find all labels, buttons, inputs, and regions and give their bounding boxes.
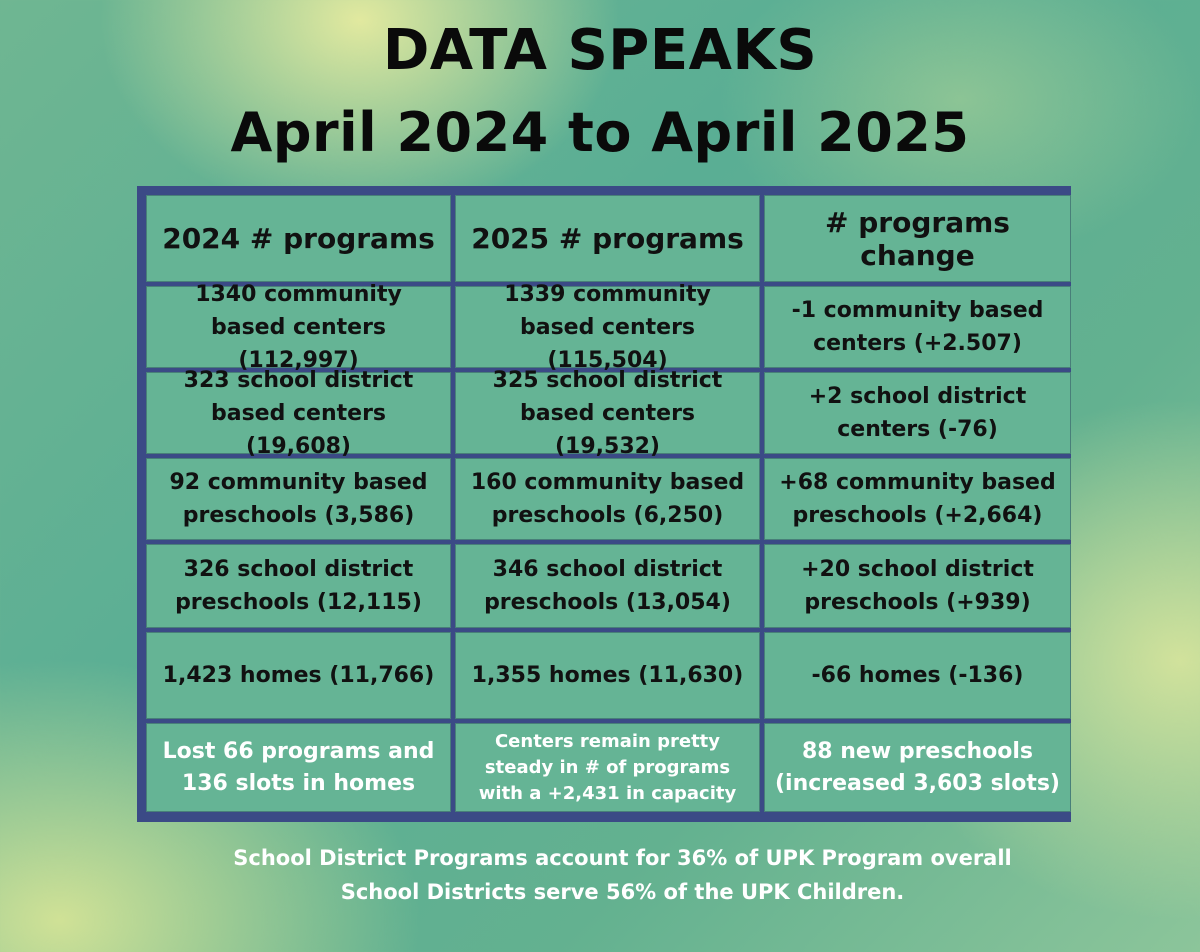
column-header-2025: 2025 # programs (455, 195, 760, 282)
column-header-change: # programs change (764, 195, 1071, 282)
summary-note-centers: Centers remain pretty steady in # of programs with a +2,431 in capacity (455, 723, 760, 812)
column-header-2024: 2024 # programs (146, 195, 451, 282)
table-cell: -66 homes (-136) (764, 632, 1071, 719)
table-cell: 160 community based preschools (6,250) (455, 458, 760, 540)
table-cell: 1340 community based centers (112,997) (146, 286, 451, 368)
table-cell: +2 school district centers (-76) (764, 372, 1071, 454)
table-cell: 346 school district preschools (13,054) (455, 544, 760, 628)
footer-line-1: School District Programs account for 36% of UPK Program overall (233, 846, 1012, 870)
table-cell: 1339 community based centers (115,504) (455, 286, 760, 368)
table-cell: 326 school district preschools (12,115) (146, 544, 451, 628)
table-cell: +20 school district preschools (+939) (764, 544, 1071, 628)
summary-note-preschools: 88 new preschools (increased 3,603 slots) (764, 723, 1071, 812)
summary-note-homes: Lost 66 programs and 136 slots in homes (146, 723, 451, 812)
footer-line-2: School Districts serve 56% of the UPK Children. (340, 880, 905, 904)
table-cell: 92 community based preschools (3,586) (146, 458, 451, 540)
table-cell: 1,355 homes (11,630) (455, 632, 760, 719)
table-cell: 1,423 homes (11,766) (146, 632, 451, 719)
table-cell: 323 school district based centers (19,608) (146, 372, 451, 454)
table-cell: +68 community based preschools (+2,664) (764, 458, 1071, 540)
data-table (137, 186, 1071, 822)
page-subtitle: April 2024 to April 2025 (230, 101, 970, 164)
table-cell: 325 school district based centers (19,532) (455, 372, 760, 454)
page-title: DATA SPEAKS (382, 18, 818, 83)
table-cell: -1 community based centers (+2.507) (764, 286, 1071, 368)
